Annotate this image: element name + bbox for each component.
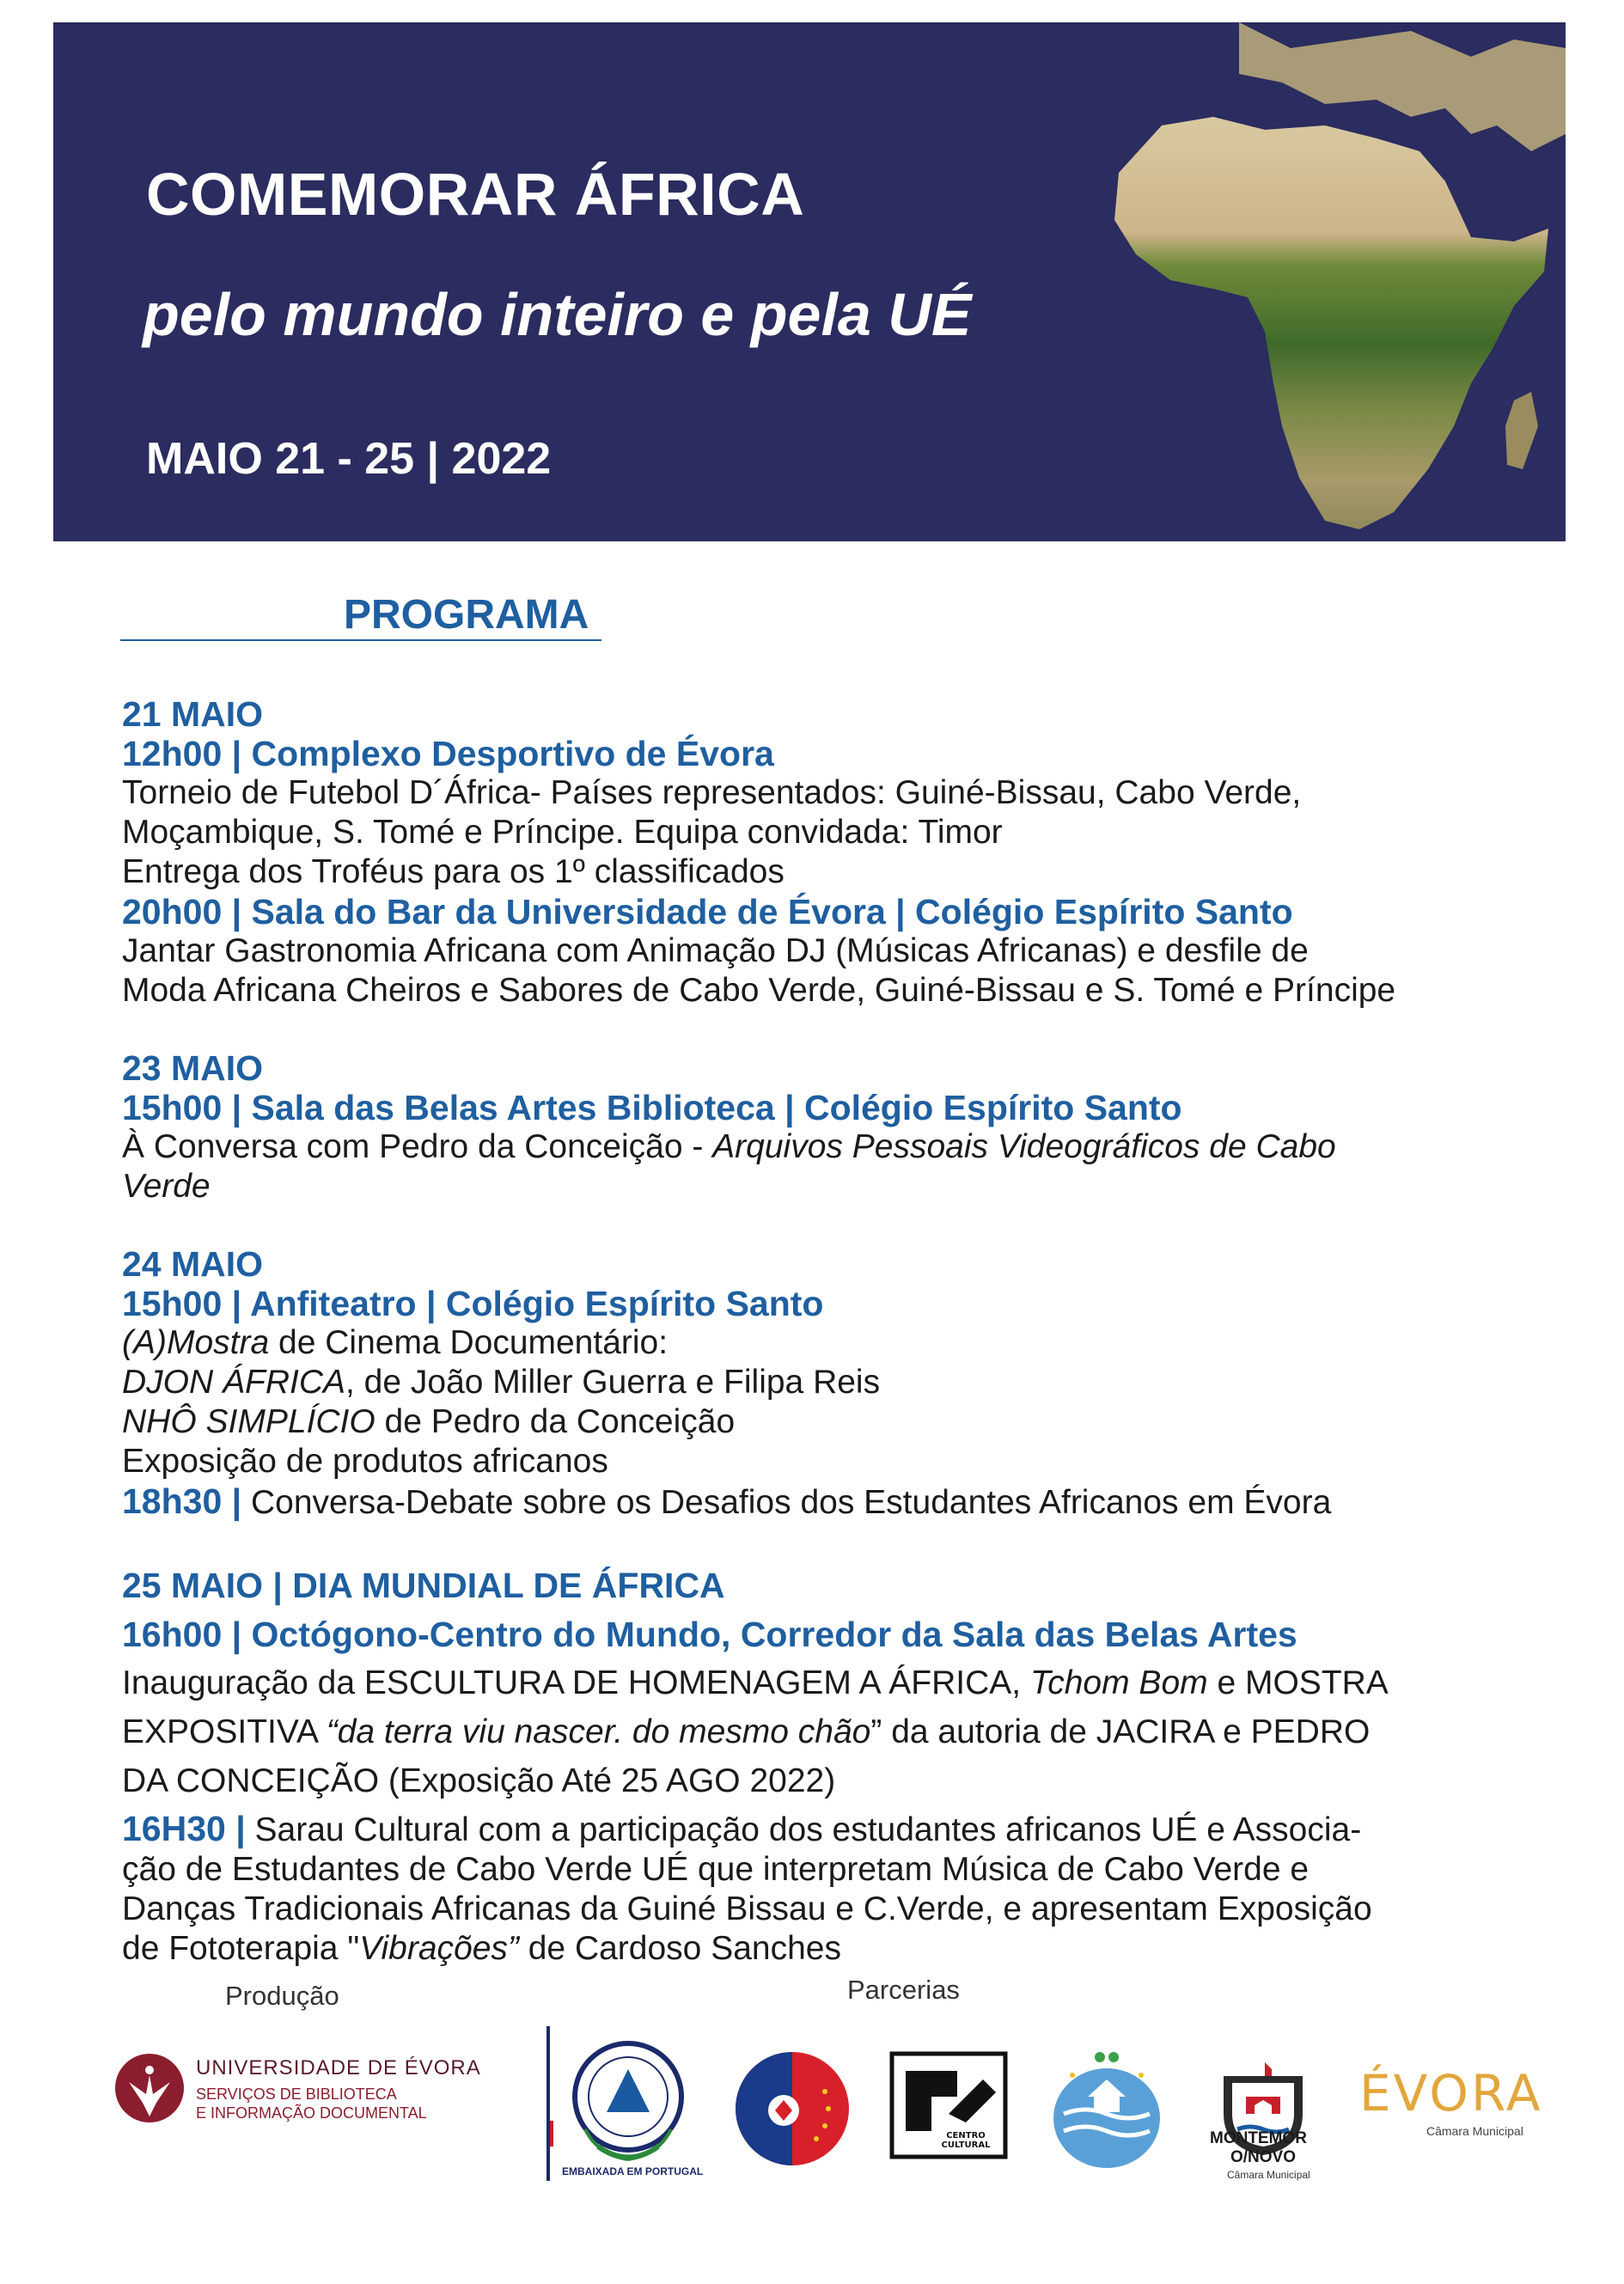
day-23-italic: Arquivos Pessoais Videográficos de Cabo xyxy=(712,1128,1336,1165)
l2-plain2: ” da autoria de JACIRA e PEDRO xyxy=(870,1713,1371,1750)
day-24-line2 xyxy=(122,1363,1531,1402)
day-23-slot1-header: 15h00 | Sala das Belas Artes Biblioteca | Colégio Espírito Santo xyxy=(122,1088,1182,1127)
day-24-date: 24 MAIO xyxy=(122,1244,264,1284)
programme-content xyxy=(122,694,1531,1969)
embassy-caption: EMBAIXADA EM PORTUGAL xyxy=(562,2165,704,2177)
day-25-slot2-line2: ção de Estudantes de Cabo Verde UÉ que interpretam Música de Cabo Verde e xyxy=(122,1851,1310,1888)
day-25-slot2-time: 16H30 | xyxy=(122,1809,246,1848)
day-23-slot1-line1 xyxy=(122,1127,1531,1167)
amostra-plain: de Cinema Documentário: xyxy=(269,1324,669,1361)
day-23-section xyxy=(122,1048,1531,1206)
day-25-slot2-line1 xyxy=(122,1809,1531,1850)
s2-l4-plain: de Fototerapia " xyxy=(122,1930,360,1967)
l2-plain: EXPOSITIVA xyxy=(122,1713,327,1750)
djon-africa-italic: DJON ÁFRICA xyxy=(122,1364,346,1401)
amostra-italic: (A)Mostra xyxy=(122,1324,270,1361)
vibracoes-italic: Vibrações” xyxy=(359,1930,519,1967)
day-25-slot1-line2 xyxy=(122,1707,1531,1756)
svg-text:CENTRO: CENTRO xyxy=(946,2131,986,2140)
day-24-slot1-header: 15h00 | Anfiteatro | Colégio Espírito Santo xyxy=(122,1284,824,1323)
day-24-line1 xyxy=(122,1323,1531,1363)
cabo-verde-embassy-emblem-icon xyxy=(546,2026,704,2181)
nho-simplicio-plain: de Pedro da Conceição xyxy=(375,1403,736,1440)
day-24-slot2 xyxy=(122,1481,1531,1523)
day-25-slot1-line3: DA CONCEIÇÃO (Exposição Até 25 AGO 2022) xyxy=(122,1762,836,1799)
evora-camara-label: Câmara Municipal xyxy=(1426,2124,1523,2138)
ue-emblem-icon xyxy=(113,2049,191,2127)
day-21-slot1-header: 12h00 | Complexo Desportivo de Évora xyxy=(122,734,774,773)
banner-subtitle: pelo mundo inteiro e pela UÉ xyxy=(143,281,972,348)
day-23-plain: À Conversa com Pedro da Conceição - xyxy=(122,1128,713,1165)
day-21-slot2-header: 20h00 | Sala do Bar da Universidade de Évora | Colégio Espírito Santo xyxy=(122,892,1293,931)
ue-sub2: E INFORMAÇÃO DOCUMENTAL xyxy=(196,2104,427,2122)
s2-l1: Sarau Cultural com a participação dos estudantes africanos UÉ e Associa- xyxy=(245,1811,1362,1848)
day-23-date: 23 MAIO xyxy=(122,1048,264,1088)
banner-dates: MAIO 21 - 25 | 2022 xyxy=(146,434,552,484)
day-25-date: 25 MAIO | DIA MUNDIAL DE ÁFRICA xyxy=(122,1566,725,1605)
montemor-name-line1: MONTEMOR xyxy=(1210,2129,1307,2147)
day-21-slot2-line2: Moda Africana Cheiros e Sabores de Cabo Verde, Guiné-Bissau e S. Tomé e Príncipe xyxy=(122,972,1396,1009)
nho-simplicio-italic: NHÔ SIMPLÍCIO xyxy=(122,1403,375,1440)
montemor-name-line2: O/NOVO xyxy=(1230,2148,1297,2166)
tarrafal-emblem-icon xyxy=(1047,2045,1167,2174)
djon-africa-plain: , de João Miller Guerra e Filipa Reis xyxy=(345,1364,881,1401)
programa-underline xyxy=(120,639,601,641)
associacao-estudantes-logo-icon xyxy=(732,2049,852,2169)
svg-text:CULTURAL: CULTURAL xyxy=(941,2140,991,2150)
day-21-slot1-line1: Torneio de Futebol D´África- Países representados: Guiné-Bissau, Cabo Verde, xyxy=(122,774,1302,811)
programa-heading: PROGRAMA xyxy=(344,592,589,638)
day-25-slot2-line4 xyxy=(122,1929,1531,1969)
da-terra-italic: “da terra viu nascer. do mesmo chão xyxy=(326,1713,871,1750)
day-21-date: 21 MAIO xyxy=(122,694,264,734)
day-24-line4: Exposição de produtos africanos xyxy=(122,1443,608,1480)
day-21-section xyxy=(122,694,1531,1011)
producao-label: Produção xyxy=(225,1981,339,2011)
centro-cultural-logo-icon xyxy=(888,2045,1009,2165)
universidade-evora-logo xyxy=(113,2049,491,2144)
banner-title: COMEMORAR ÁFRICA xyxy=(146,161,805,228)
s2-l4-plain2: de Cardoso Sanches xyxy=(518,1930,841,1967)
day-24-section xyxy=(122,1244,1531,1523)
day-21-slot2-line1: Jantar Gastronomia Africana com Animação DJ (Músicas Africanas) e desfile de xyxy=(122,932,1309,969)
l1-plain2: e MOSTRA xyxy=(1207,1664,1389,1701)
day-24-slot2-text: Conversa-Debate sobre os Desafios dos Estudantes Africanos em Évora xyxy=(241,1484,1332,1521)
ue-name: UNIVERSIDADE DE ÉVORA xyxy=(196,2056,481,2079)
tchom-bom-italic: Tchom Bom xyxy=(1029,1664,1208,1701)
day-25-slot2-line3: Danças Tradicionais Africanas da Guiné Bissau e C.Verde, e apresentam Exposição xyxy=(122,1890,1372,1927)
day-24-slot2-time: 18h30 | xyxy=(122,1481,242,1521)
montemor-camara: Câmara Municipal xyxy=(1227,2169,1310,2181)
day-23-slot1-line2: Verde xyxy=(122,1168,211,1205)
evora-camara-wordmark: ÉVORA xyxy=(1359,2064,1543,2122)
day-25-slot1-header: 16h00 | Octógono-Centro do Mundo, Corredor da Sala das Belas Artes xyxy=(122,1615,1297,1654)
ue-sub1: SERVIÇOS DE BIBLIOTECA xyxy=(196,2086,397,2103)
day-21-slot1-line2: Moçambique, S. Tomé e Príncipe. Equipa convidada: Timor xyxy=(122,814,1003,851)
day-24-line3 xyxy=(122,1402,1531,1442)
africa-map-image xyxy=(1067,22,1566,541)
parcerias-label: Parcerias xyxy=(847,1975,960,2005)
day-25-slot1-line1 xyxy=(122,1658,1531,1707)
day-25-section xyxy=(122,1560,1531,1969)
header-banner xyxy=(53,22,1566,541)
l1-plain: Inauguração da ESCULTURA DE HOMENAGEM A ÁFRICA, xyxy=(122,1664,1030,1701)
day-21-slot1-line3: Entrega dos Troféus para os 1º classificados xyxy=(122,853,785,890)
